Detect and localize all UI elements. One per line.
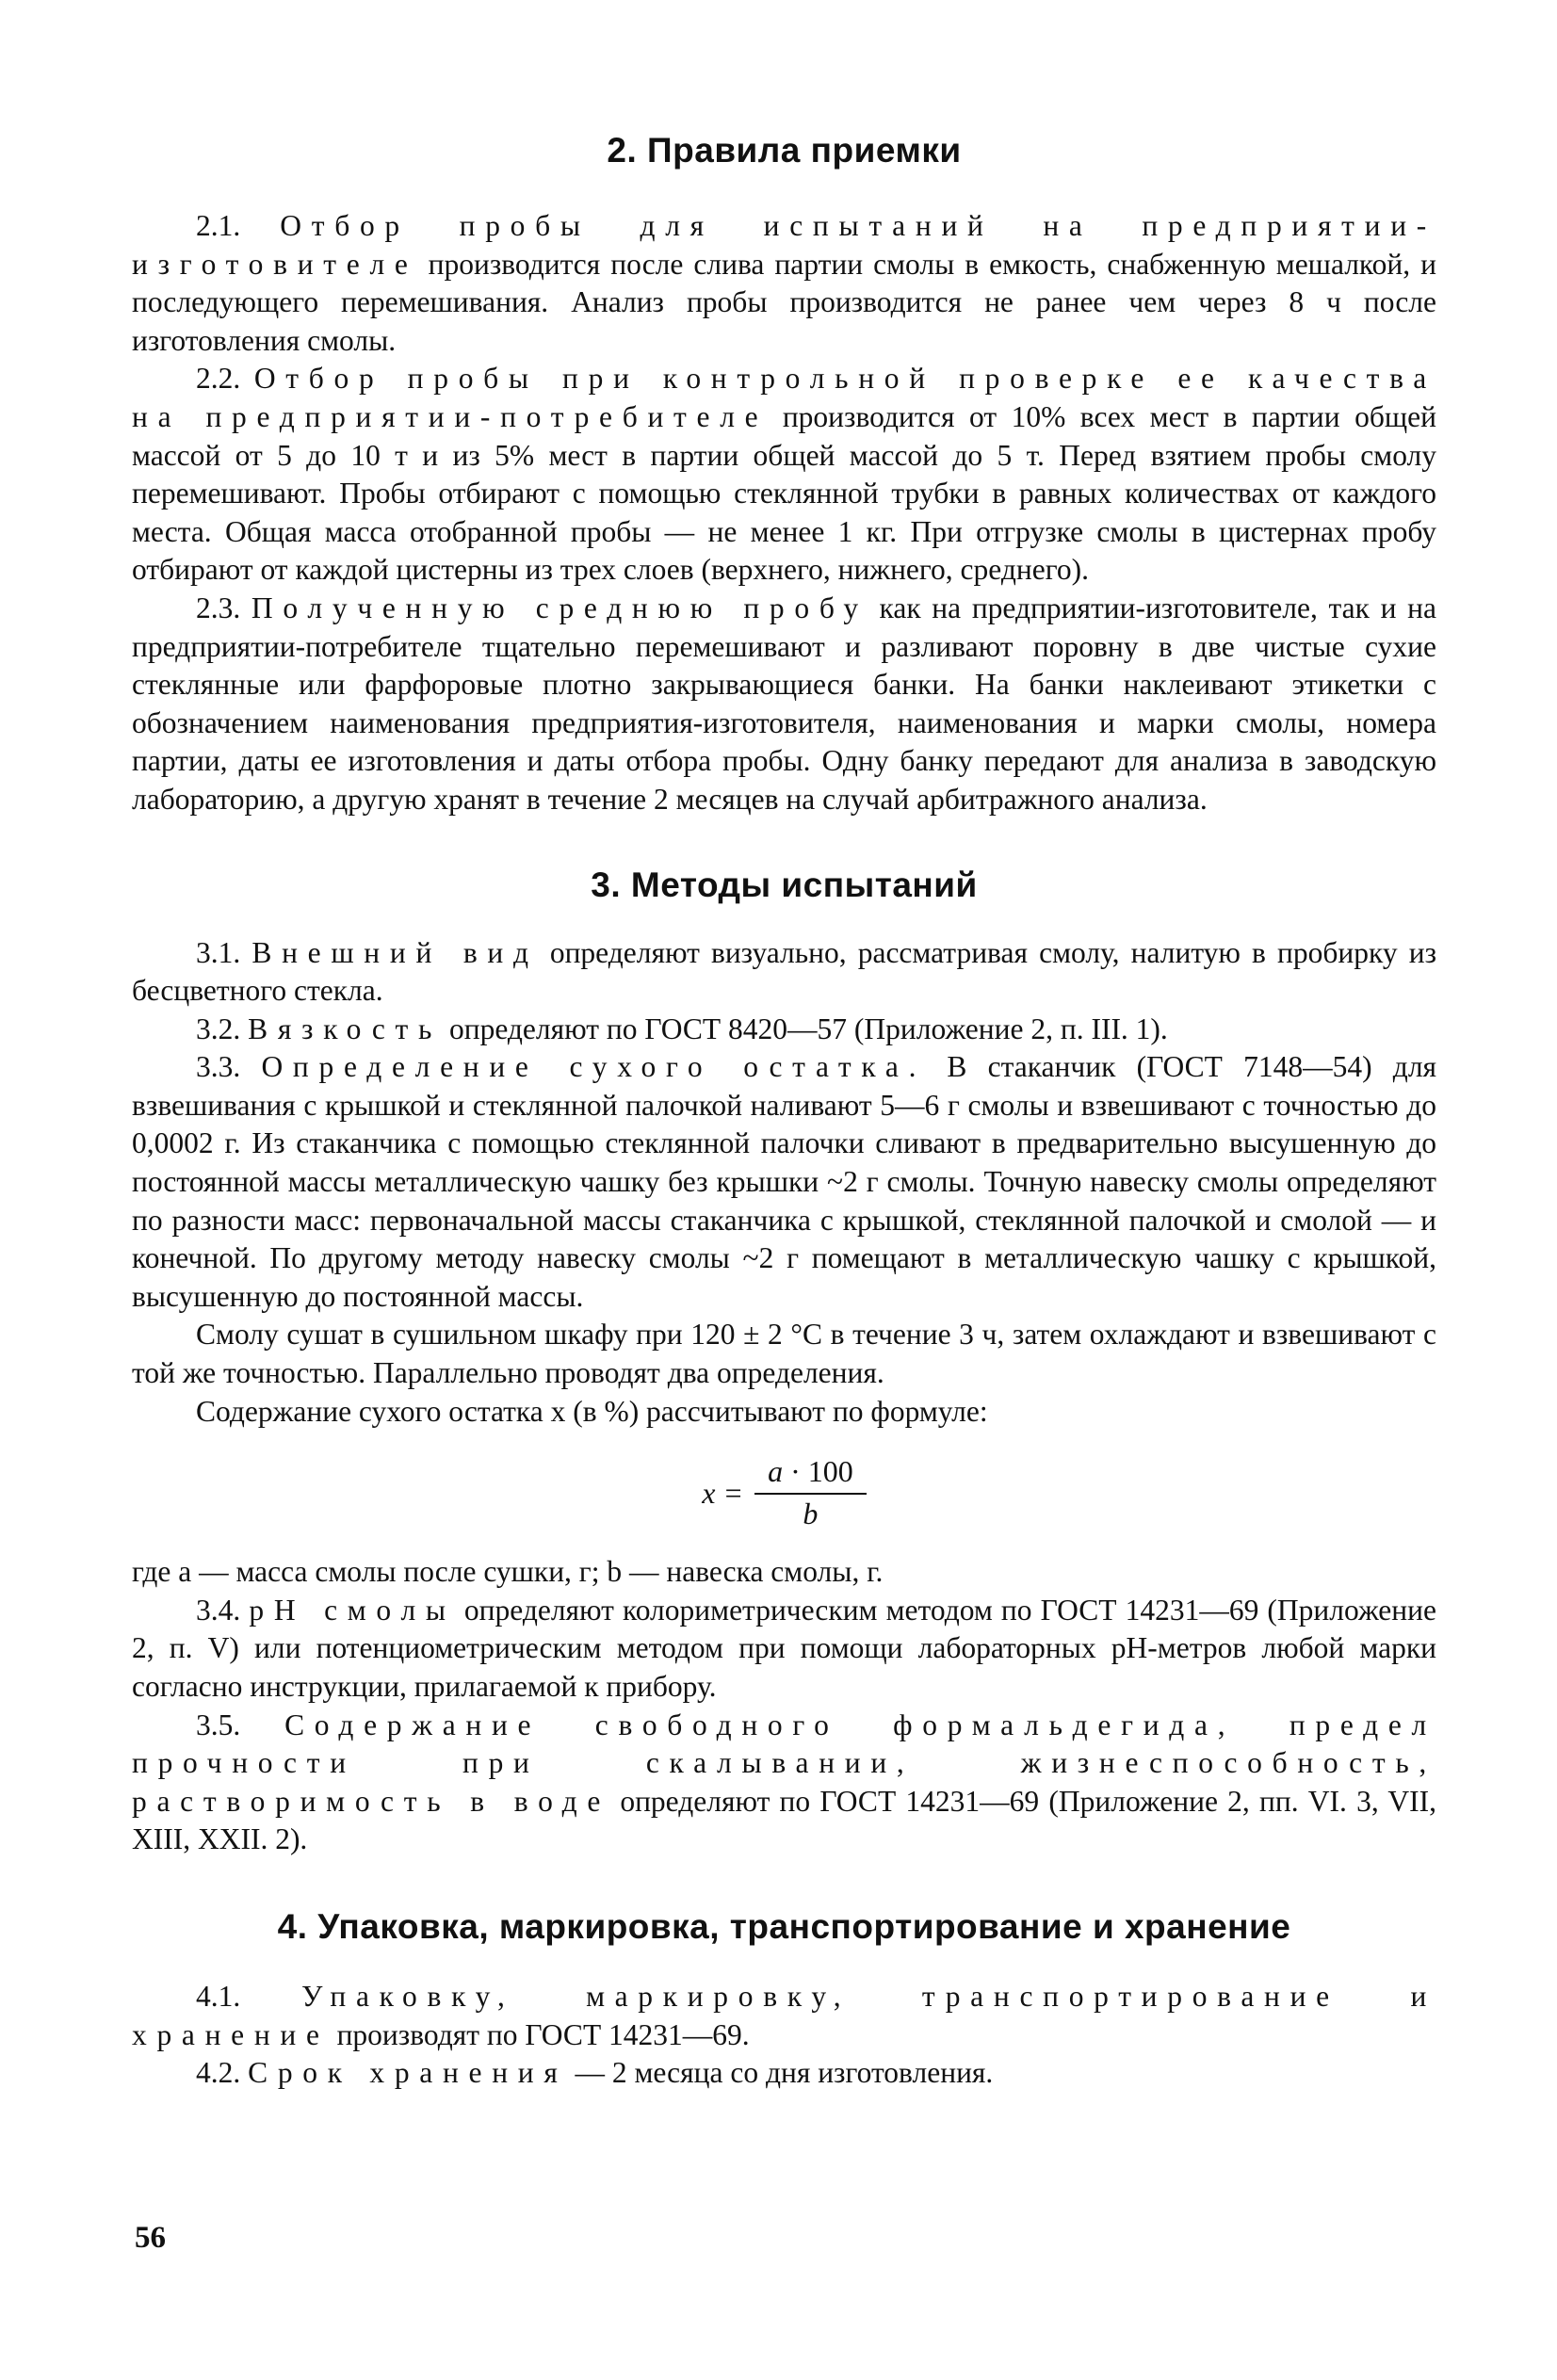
spaced-term: Вязкость: [248, 1012, 443, 1045]
clause-number: 4.1.: [196, 1979, 241, 2013]
page-content: [132, 130, 1436, 2093]
paragraph-drying: Смолу сушат в сушильном шкафу при 120 ± 2 °С в течение 3 ч, затем охлаждают и взвешивают с той же точностью. Параллельно проводят два определения.: [132, 1318, 1436, 1390]
paragraph-text: — 2 месяца со дня изготовления.: [575, 2056, 994, 2090]
spaced-term: Полученную среднюю пробу: [251, 591, 868, 624]
formula-denominator: [803, 1495, 818, 1532]
formula-numerator: [754, 1453, 867, 1495]
formula-var-b: b: [803, 1497, 819, 1531]
paragraph-3-1: [132, 934, 1436, 1011]
paragraph-text: производится от 10% всех мест в партии общей массой от 5 до 10 т и из 5% мест в партии общей массой до 5 т. Перед взятием пробы смолу перемешивают. Пробы отбирают с помощью стеклянной трубки в равных количествах от каждого места. Общая масса отобранной пробы — не менее 1 кг. При отгрузке смолы в цистернах пробу отбирают от каждой цистерны из трех слоев (верхнего, нижнего, среднего).: [132, 399, 1436, 587]
clause-number: 2.2.: [196, 362, 241, 396]
paragraph-text: определяют по ГОСТ 14231—69 (Приложение 2, пп. VI. 3, VII, XIII, XXII. 2).: [132, 1784, 1437, 1856]
section-title-packaging: 4. Упаковка, маркировка, транспортирование и хранение: [277, 1906, 1291, 1946]
clause-number: 2.3.: [196, 591, 241, 624]
clause-number: 3.5.: [196, 1708, 241, 1741]
spaced-term: Внешний вид: [251, 935, 539, 969]
paragraph-2-1: [132, 207, 1436, 360]
spaced-term: Определение сухого остатка.: [261, 1050, 927, 1084]
paragraph-3-4: [132, 1592, 1436, 1707]
spaced-term: Содержание свободного формальдегида, предел прочности при скалывании, жизнеспособность, растворимость в воде: [132, 1708, 1436, 1818]
paragraph-formula-intro: Содержание сухого остатка x (в %) рассчитывают по формуле:: [196, 1394, 988, 1428]
paragraph-3-2: [132, 1011, 1436, 1049]
formula-lhs: x =: [702, 1475, 744, 1510]
paragraph-text: производится после слива партии смолы в емкость, снабженную мешалкой, и последующего перемешивания. Анализ пробы производится не ранее чем через 8 ч после изготовления смолы.: [132, 247, 1436, 357]
clause-number: 3.1.: [196, 935, 241, 969]
formula-fraction: [754, 1453, 867, 1532]
spaced-term: Упаковку, маркировку, транспортирование и хранение: [132, 1979, 1437, 2051]
section-title-test-methods: 3. Методы испытаний: [591, 865, 978, 904]
paragraph-4-1: [132, 1978, 1436, 2054]
paragraph-text: производят по ГОСТ 14231—69.: [336, 2017, 750, 2051]
clause-number: 3.2.: [196, 1012, 241, 1045]
paragraph-text: определяют колориметрическим методом по ГОСТ 14231—69 (Приложение 2, п. V) или потенциометрическим методом при помощи лабораторных pH-метров любой марки согласно инструкции, прилагаемой к прибору.: [132, 1593, 1436, 1703]
clause-number: 3.4.: [196, 1593, 241, 1627]
spaced-term: Отбор пробы для испытаний на предприятии-изготовителе: [132, 209, 1436, 281]
paragraph-3-5: [132, 1707, 1436, 1859]
paragraph-text: определяют по ГОСТ 8420—57 (Приложение 2, п. III. 1).: [448, 1012, 1168, 1045]
paragraph-where: где a — масса смолы после сушки, г; b — навеска смолы, г.: [132, 1555, 884, 1589]
paragraph-text: В стаканчик (ГОСТ 7148—54) для взвешивания с крышкой и стеклянной палочкой наливают 5—6 г смолы и взвешивают с точностью до 0,0002 г. Из стаканчика с помощью стеклянной палочки сливают в предварительно высушенную до постоянной массы металлическую чашку без крышки ~2 г смолы. Точную навеску смолы определяют по разности масс: первоначальной массы стаканчика с крышкой, стеклянной палочкой и смолой — и конечной. По другому методу навеску смолы ~2 г помещают в металлическую чашку с крышкой, высушенную до постоянной массы.: [132, 1050, 1437, 1313]
paragraph-2-2: [132, 360, 1436, 590]
clause-number: 4.2.: [196, 2056, 241, 2090]
dry-residue-formula: [132, 1453, 1436, 1532]
paragraph-4-2: [132, 2054, 1436, 2093]
formula-numerator-rest: · 100: [783, 1454, 853, 1489]
paragraph-text: определяют визуально, рассматривая смолу, налитую в пробирку из бесцветного стекла.: [132, 935, 1437, 1008]
section-title-acceptance: 2. Правила приемки: [607, 131, 962, 170]
formula-var-a: a: [768, 1454, 784, 1489]
spaced-term: pH смолы: [249, 1593, 456, 1627]
paragraph-3-3: [132, 1048, 1436, 1316]
clause-number: 3.3.: [196, 1050, 241, 1084]
page-number: 56: [135, 2221, 166, 2255]
paragraph-text: как на предприятии-изготовителе, так и на предприятии-потребителе тщательно перемешивают и разливают поровну в две чистые сухие стеклянные или фарфоровые плотно закрывающиеся банки. На банки наклеивают этикетки с обозначением наименования предприятия-изготовителя, наименования и марки смолы, номера партии, даты ее изготовления и даты отбора пробы. Одну банку передают для анализа в заводскую лабораторию, а другую хранят в течение 2 месяцев на случай арбитражного анализа.: [132, 591, 1436, 816]
spaced-term: Отбор пробы при контрольной проверке ее качества на предприятии-потребителе: [132, 362, 1436, 433]
clause-number: 2.1.: [196, 209, 241, 242]
paragraph-2-3: [132, 590, 1436, 819]
spaced-term: Срок хранения: [248, 2056, 568, 2090]
